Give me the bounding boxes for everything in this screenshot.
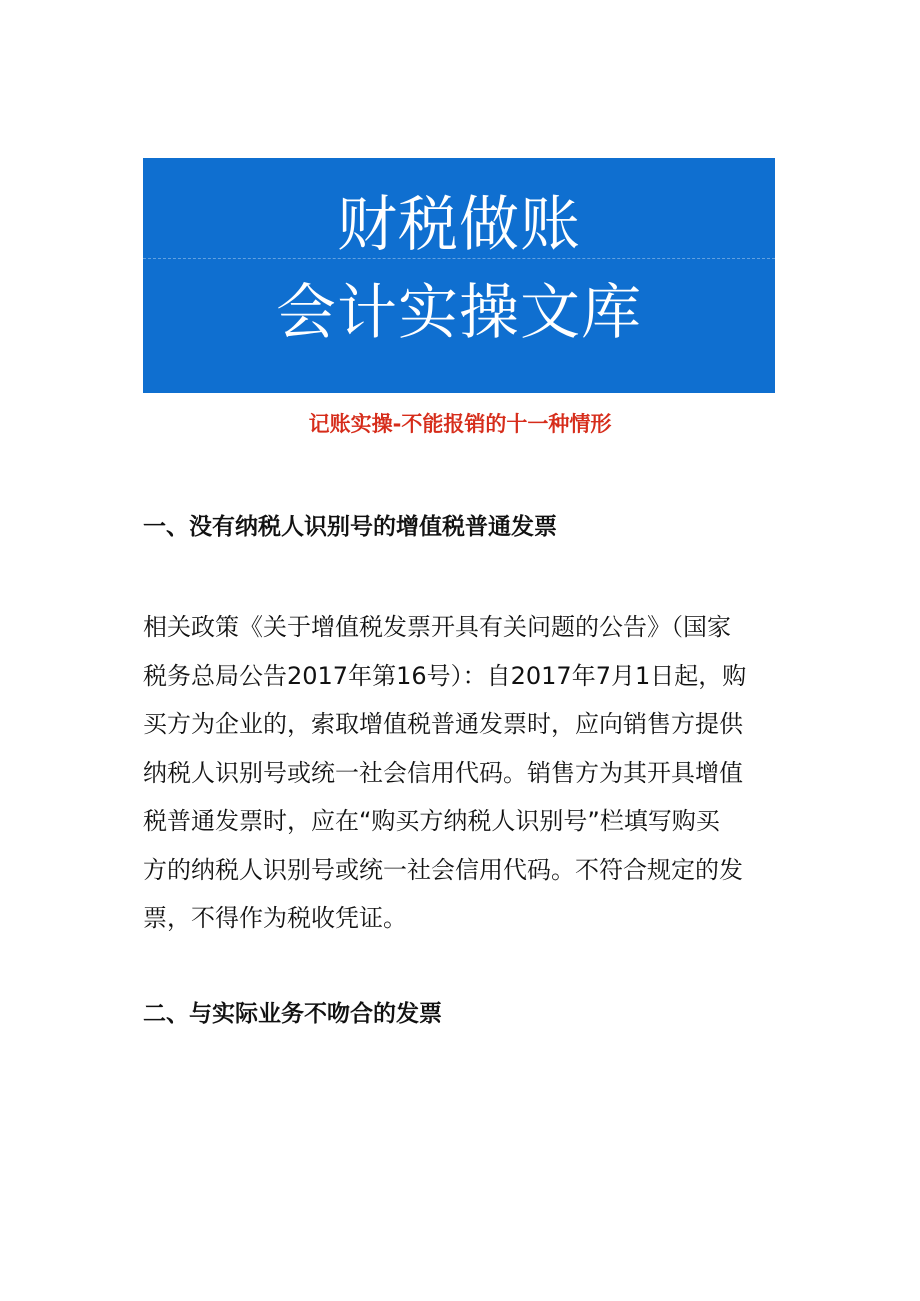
section-1-body	[143, 603, 775, 943]
body-line: 税务总局公告2017年第16号）：自2017年7月1日起，购	[143, 661, 747, 690]
body-line: 税普通发票时，应在“购买方纳税人识别号”栏填写购买	[143, 807, 720, 835]
body-line: 方的纳税人识别号或统一社会信用代码。不符合规定的发	[143, 855, 743, 884]
body-line: 纳税人识别号或统一社会信用代码。销售方为其开具增值	[143, 758, 743, 787]
banner-title-line-2: 会计实操文库	[276, 278, 642, 348]
title-banner	[143, 158, 775, 393]
body-line: 买方为企业的，索取增值税普通发票时，应向销售方提供	[143, 710, 743, 738]
body-line: 票，不得作为税收凭证。	[143, 904, 407, 932]
banner-divider	[143, 258, 775, 259]
document-subtitle: 记账实操-不能报销的十一种情形	[308, 412, 612, 436]
section-1-heading: 一、没有纳税人识别号的增值税普通发票	[143, 514, 557, 540]
banner-title-line-1: 财税做账	[337, 190, 581, 260]
body-line: 相关政策《关于增值税发票开具有关问题的公告》（国家	[143, 613, 731, 641]
section-2-heading: 二、与实际业务不吻合的发票	[143, 1001, 442, 1027]
